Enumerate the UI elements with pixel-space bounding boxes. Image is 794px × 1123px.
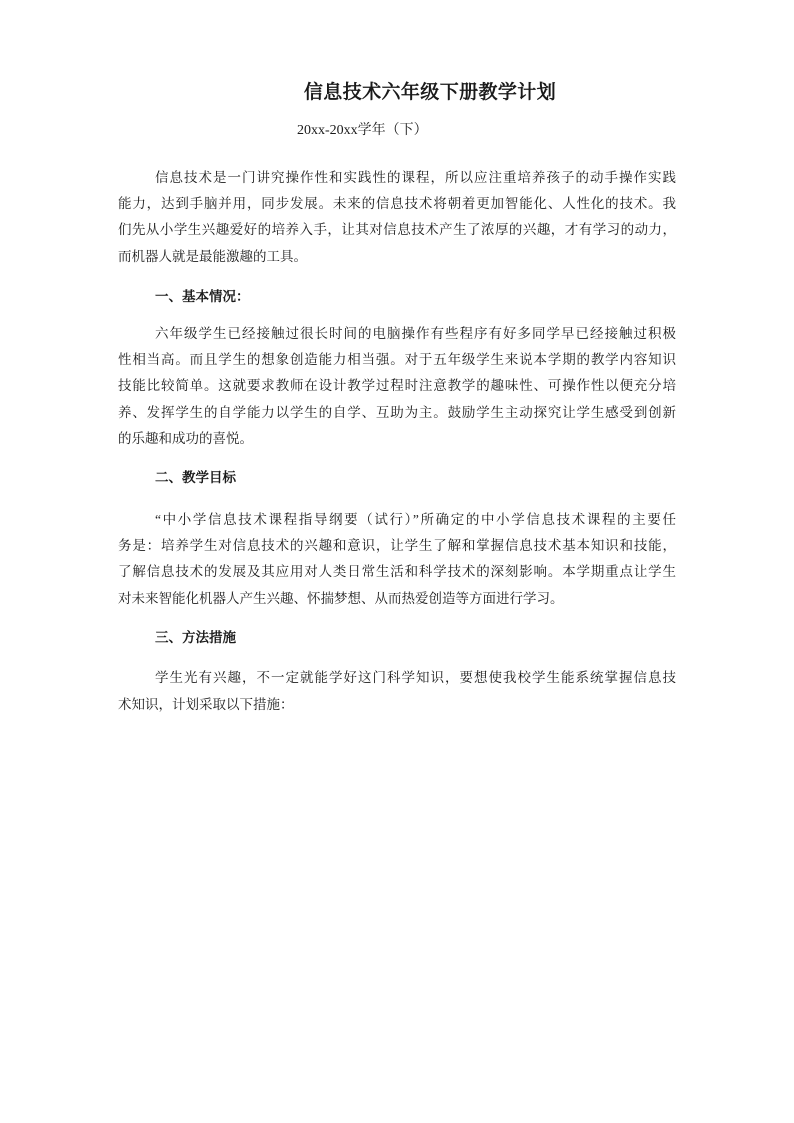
paragraph-line: 学生光有兴趣，不一定就能学好这门科学知识，要想使我校学生能系统掌握信息技 (155, 670, 676, 685)
section-heading-teaching-goals: 二、教学目标 (155, 470, 236, 485)
paragraph-line: “中小学信息技术课程指导纲要（试行）”所确定的中小学信息技术课程的主要任 (155, 512, 676, 527)
section-paragraph-methods (118, 665, 676, 719)
section-paragraph-teaching-goals (118, 507, 676, 612)
section-heading-methods: 三、方法措施 (155, 630, 236, 645)
paragraph-line: 了解信息技术的发展及其应用对人类日常生活和科学技术的深刻影响。本学期重点让学生 (118, 564, 676, 580)
document-title: 信息技术六年级下册教学计划 (303, 82, 557, 103)
paragraph-line: 的乐趣和成功的喜悦。 (118, 430, 253, 446)
section-paragraph-basic-situation (118, 321, 676, 452)
intro-paragraph (118, 165, 676, 270)
section-heading-basic-situation: 一、基本情况： (155, 289, 250, 304)
paragraph-line: 养、发挥学生的自学能力以学生的自学、互助为主。鼓励学生主动探究让学生感受到创新 (118, 404, 676, 420)
paragraph-line: 对未来智能化机器人产生兴趣、怀揣梦想、从而热爱创造等方面进行学习。 (118, 590, 564, 606)
paragraph-line: 术知识，计划采取以下措施： (118, 696, 294, 712)
paragraph-line: 务是：培养学生对信息技术的兴趣和意识，让学生了解和掌握信息技术基本知识和技能， (118, 538, 676, 554)
paragraph-line: 能力，达到手脑并用，同步发展。未来的信息技术将朝着更加智能化、人性化的技术。我 (118, 196, 676, 212)
paragraph-line: 而机器人就是最能激趣的工具。 (118, 248, 307, 264)
paragraph-line: 们先从小学生兴趣爱好的培养入手，让其对信息技术产生了浓厚的兴趣，才有学习的动力， (118, 222, 676, 238)
document-subtitle: 20xx-20xx学年（下） (297, 123, 428, 138)
paragraph-line: 技能比较简单。这就要求教师在设计教学过程时注意教学的趣味性、可操作性以便充分培 (118, 378, 676, 394)
paragraph-line: 性相当高。而且学生的想象创造能力相当强。对于五年级学生来说本学期的教学内容知识 (118, 352, 676, 368)
paragraph-line: 六年级学生已经接触过很长时间的电脑操作有些程序有好多同学早已经接触过积极 (155, 326, 676, 341)
paragraph-line: 信息技术是一门讲究操作性和实践性的课程，所以应注重培养孩子的动手操作实践 (155, 170, 676, 185)
